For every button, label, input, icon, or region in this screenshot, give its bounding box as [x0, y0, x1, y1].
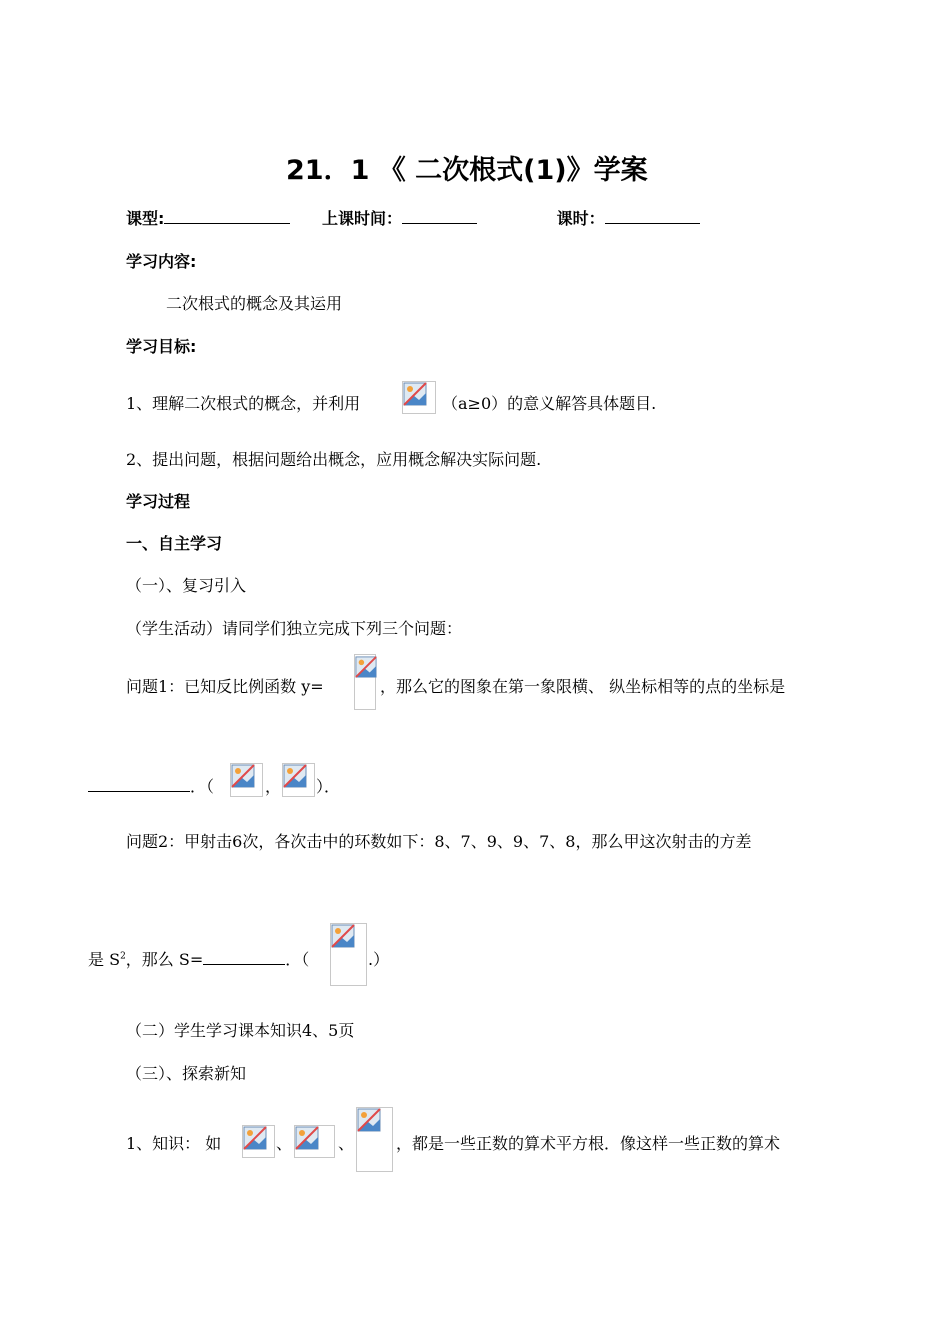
goals-heading: 学习目标:: [126, 337, 197, 356]
separator: 、: [276, 1134, 293, 1153]
answer-close: ）．: [316, 777, 341, 796]
goal-1-part-a: 1、理解二次根式的概念，并利用: [126, 394, 361, 413]
type-label: 课型:: [126, 209, 165, 228]
formula-image: [282, 763, 315, 797]
broken-image-icon: [295, 1126, 319, 1150]
formula-image: [354, 654, 376, 710]
formula-image: [356, 1107, 393, 1172]
answer-blank: [88, 775, 190, 792]
answer-comma: ，: [265, 777, 282, 796]
broken-image-icon: [355, 655, 377, 679]
subsection-1: （一）、复习引入: [126, 576, 247, 595]
formula-image: [230, 763, 263, 797]
question-2-part-b: 是 $S^2$，那么 S= ．（: [88, 950, 310, 969]
subsection-2: （二）学生学习课本知识4、5页: [126, 1021, 355, 1040]
goal-2: 2、提出问题，根据问题给出概念，应用概念解决实际问题.: [126, 450, 542, 469]
broken-image-icon: [331, 924, 355, 948]
type-blank: [164, 207, 290, 224]
page-title: 21．1 《 二次根式(1)》学案: [286, 155, 648, 186]
time-blank: [402, 207, 477, 224]
content-heading: 学习内容:: [126, 252, 197, 271]
goal-1-part-b: （a≥0）的意义解答具体题目.: [442, 394, 657, 413]
answer-open: ．（: [285, 950, 310, 969]
question-2-part-a: 问题2：甲射击6次，各次击中的环数如下：8、7、9、9、7、8，那么甲这次射击的方差: [126, 832, 752, 851]
question-1-part-a: 问题1：已知反比例函数 y=: [126, 677, 324, 696]
broken-image-icon: [283, 764, 307, 788]
formula-image: [242, 1125, 275, 1158]
answer-blank: [203, 948, 285, 965]
broken-image-icon: [403, 382, 427, 406]
content-text: 二次根式的概念及其运用: [166, 294, 343, 313]
answer-open: ．（: [190, 777, 215, 796]
period-blank: [605, 207, 700, 224]
question-1-answer: [88, 774, 214, 797]
subsection-3: （三）、探索新知: [126, 1064, 247, 1083]
period-label: 课时：: [556, 209, 605, 228]
broken-image-icon: [357, 1108, 381, 1132]
separator: 、: [338, 1134, 355, 1153]
knowledge-part-a: 1、知识： 如: [126, 1134, 222, 1153]
process-heading: 学习过程: [126, 492, 191, 511]
broken-image-icon: [231, 764, 255, 788]
broken-image-icon: [243, 1126, 267, 1150]
formula-image: [330, 923, 367, 986]
lesson-header: [126, 206, 700, 229]
answer-close: .）: [368, 950, 390, 969]
section-1-heading: 一、自主学习: [126, 534, 223, 553]
knowledge-part-b: ，都是一些正数的算术平方根．像这样一些正数的算术: [396, 1134, 781, 1153]
question-1-part-b: ，那么它的图象在第一象限横、 纵坐标相等的点的坐标是: [380, 677, 786, 696]
activity-text: （学生活动）请同学们独立完成下列三个问题：: [126, 619, 463, 638]
formula-image: [294, 1125, 335, 1158]
time-label: 上课时间：: [321, 209, 402, 228]
formula-image: [402, 381, 436, 414]
